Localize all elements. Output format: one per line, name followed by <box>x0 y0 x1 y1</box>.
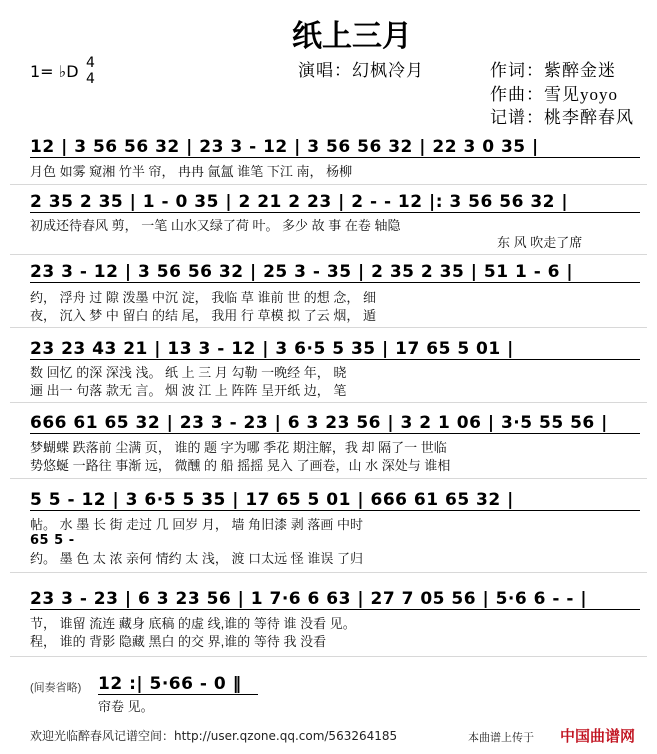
row-divider <box>10 478 647 479</box>
underline-beam <box>30 359 640 360</box>
underline-beam <box>30 212 640 213</box>
notation-line: 23 3 - 12 | 3 56 56 32 | 25 3 - 35 | 2 35 2 35 | 51 1 - 6 | <box>30 262 574 282</box>
song-title: 纸上三月 <box>292 19 412 54</box>
underline-beam <box>30 157 640 158</box>
row-divider <box>10 402 647 403</box>
notation-line: 5 5 - 12 | 3 6·5 5 35 | 17 65 5 01 | 666 61 65 32 | <box>30 490 514 510</box>
singer-credit: 演唱：幻枫冷月 <box>298 61 424 80</box>
lyric-line: 初成还待春风 剪， 一笔 山水又绿了荷 叶。 多少 故 事 在卷 轴隐 <box>30 218 401 233</box>
row-divider <box>10 656 647 657</box>
site-logo: 中国曲谱网 <box>560 727 636 745</box>
notation-line: 12 | 3 56 56 32 | 23 3 - 12 | 3 56 56 32 | 22 3 0 35 | <box>30 137 539 157</box>
lyric-line: 帘卷 见。 <box>98 699 154 714</box>
lyric-line: 节， 谁留 流连 藏身 底稿 的虚 线,谁的 等待 谁 没看 见。 <box>30 616 356 631</box>
lyric-line: 月色 如雾 窥湘 竹半 帘， 冉冉 氤氲 谁笔 下江 南， 杨柳 <box>30 164 353 179</box>
notation-line: 12 :| 5·66 - 0 ‖ <box>98 674 242 694</box>
lyric-line: 程， 谁的 背影 隐藏 黑白 的交 界,谁的 等待 我 没看 <box>30 634 327 649</box>
time-signature-numerator: 4 <box>86 55 95 71</box>
lyric-line: 逦 出一 句落 款无 言。 烟 波 江 上 阵阵 呈开纸 边， 笔 <box>30 383 347 398</box>
lyric-line: 帖。 水 墨 长 街 走过 几 回岁 月， 墙 角旧漆 剥 落画 中时 <box>30 517 363 532</box>
lyric-line: 约， 浮舟 过 隙 泼墨 中沉 淀， 我临 草 谁前 世 的想 念， 细 <box>30 290 376 305</box>
notation-line: 666 61 65 32 | 23 3 - 23 | 6 3 23 56 | 3 2 1 06 | 3·5 55 56 | <box>30 413 608 433</box>
row-divider <box>10 327 647 328</box>
notation-line: 23 3 - 23 | 6 3 23 56 | 1 7·6 6 63 | 27 7 05 56 | 5·6 6 - - | <box>30 589 588 609</box>
row-divider <box>10 254 647 255</box>
lyric-line: 势悠蜒 一路往 事渐 远， 微醺 的 船 摇摇 晃入 了画卷，山 水 深处与 谁相 <box>30 458 451 473</box>
row-divider <box>10 572 647 573</box>
key-signature: 1= ♭D <box>30 62 79 81</box>
lyric-line: 夜， 沉入 梦 中 留白 的结 尾， 我用 行 草模 拟 了云 烟， 遁 <box>30 308 376 323</box>
row-divider <box>10 184 647 185</box>
underline-beam <box>30 433 640 434</box>
transcriber-credit: 记谱：桃李醉春风 <box>490 108 634 127</box>
lyric-line: 约。 墨 色 太 浓 亲何 情约 太 浅， 渡 口太远 怪 谁误 了归 <box>30 551 363 566</box>
composer-credit: 作曲：雪见yoyo <box>490 85 618 104</box>
upload-note: 本曲谱上传于 <box>468 731 534 744</box>
lyric-line: 东 风 吹走了席 <box>497 235 583 250</box>
footer-credit: 欢迎光临醉春风记谱空间：http://user.qzone.qq.com/563264185 <box>30 729 398 743</box>
lyric-line: 梦蝴蝶 跌落前 尘满 页， 谁的 题 字为哪 季花 期注解，我 却 隔了一 世临 <box>30 440 447 455</box>
interlude-note: (间奏省略) <box>30 682 82 694</box>
lyricist-credit: 作词：紫醉金迷 <box>490 61 616 80</box>
underline-beam <box>30 282 640 283</box>
time-signature-denominator: 4 <box>86 71 95 87</box>
underline-beam <box>30 609 640 610</box>
notation-line: 23 23 43 21 | 13 3 - 12 | 3 6·5 5 35 | 17 65 5 01 | <box>30 339 514 359</box>
alternate-notation: 65 5 - <box>30 533 75 548</box>
underline-beam <box>30 510 640 511</box>
lyric-line: 数 回忆 的深 深浅 浅。 纸 上 三 月 勾勒 一晚经 年， 晓 <box>30 365 347 380</box>
notation-line: 2 35 2 35 | 1 - 0 35 | 2 21 2 23 | 2 - - 12 |: 3 56 56 32 | <box>30 192 569 212</box>
underline-beam <box>98 694 258 695</box>
